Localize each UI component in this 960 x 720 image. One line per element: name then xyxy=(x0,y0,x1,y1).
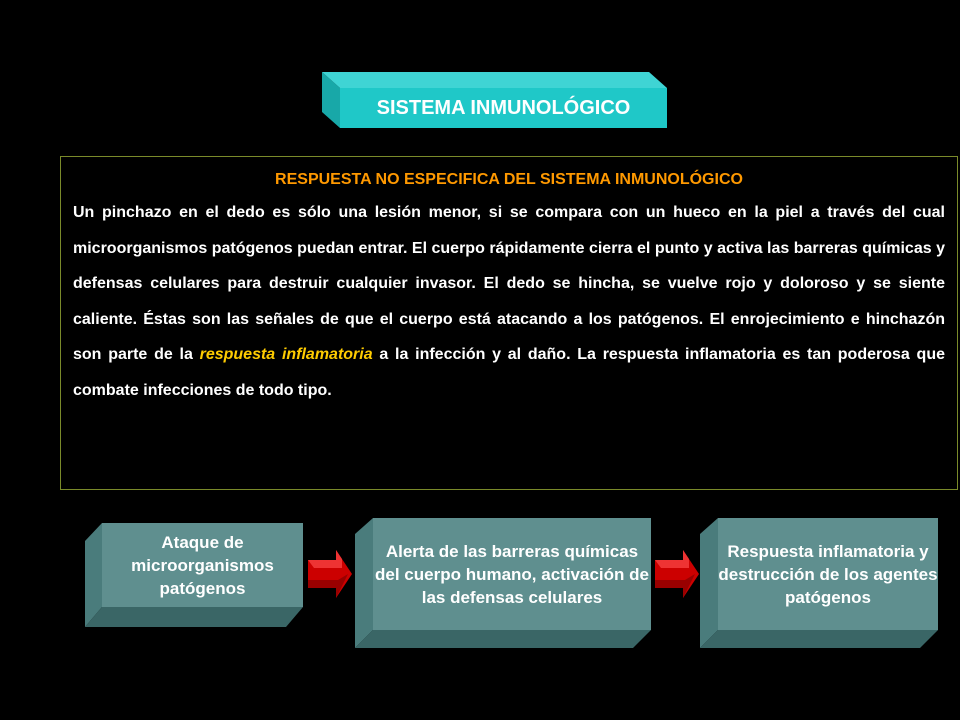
panel-heading: RESPUESTA NO ESPECIFICA DEL SISTEMA INMUNOLÓGICO xyxy=(275,171,743,188)
text-panel xyxy=(60,156,958,490)
highlight-term: respuesta inflamatoria xyxy=(199,346,373,363)
flow-step-1-label: Ataque de microorganismos patógenos xyxy=(131,532,274,598)
flow-step-3-label: Respuesta inflamatoria y destrucción de los agentes patógenos xyxy=(718,541,938,607)
flow-step-1 xyxy=(85,523,303,627)
flow-step-2 xyxy=(355,518,651,648)
arrow-right-icon xyxy=(308,550,352,598)
flow-step-2-label: Alerta de las barreras químicas del cuerpo humano, activación de las defensas celulares xyxy=(375,541,649,607)
page-title: SISTEMA INMUNOLÓGICO xyxy=(376,96,631,119)
panel-body xyxy=(73,195,945,408)
panel-body-text-1: Un pinchazo en el dedo es sólo una lesión menor, si se compara con un hueco en la piel a través del cual microorganismos patógenos puedan entrar. El cuerpo rápidamente cierra el punto y activa las barreras químicas y defensas celulares para destruir cualquier invasor. El dedo se hincha, se vuelve rojo y doloroso y se siente caliente. Éstas son las señales de que el cuerpo está atacando a los patógenos. El enrojecimiento e hinchazón son parte de la xyxy=(73,204,945,363)
title-banner xyxy=(322,72,667,128)
panel-body-text-2: a la infección y al daño. La respuesta inflamatoria es tan poderosa que combate infecciones de todo tipo. xyxy=(73,346,945,399)
flow-step-3 xyxy=(700,518,938,648)
arrow-right-icon xyxy=(655,550,699,598)
